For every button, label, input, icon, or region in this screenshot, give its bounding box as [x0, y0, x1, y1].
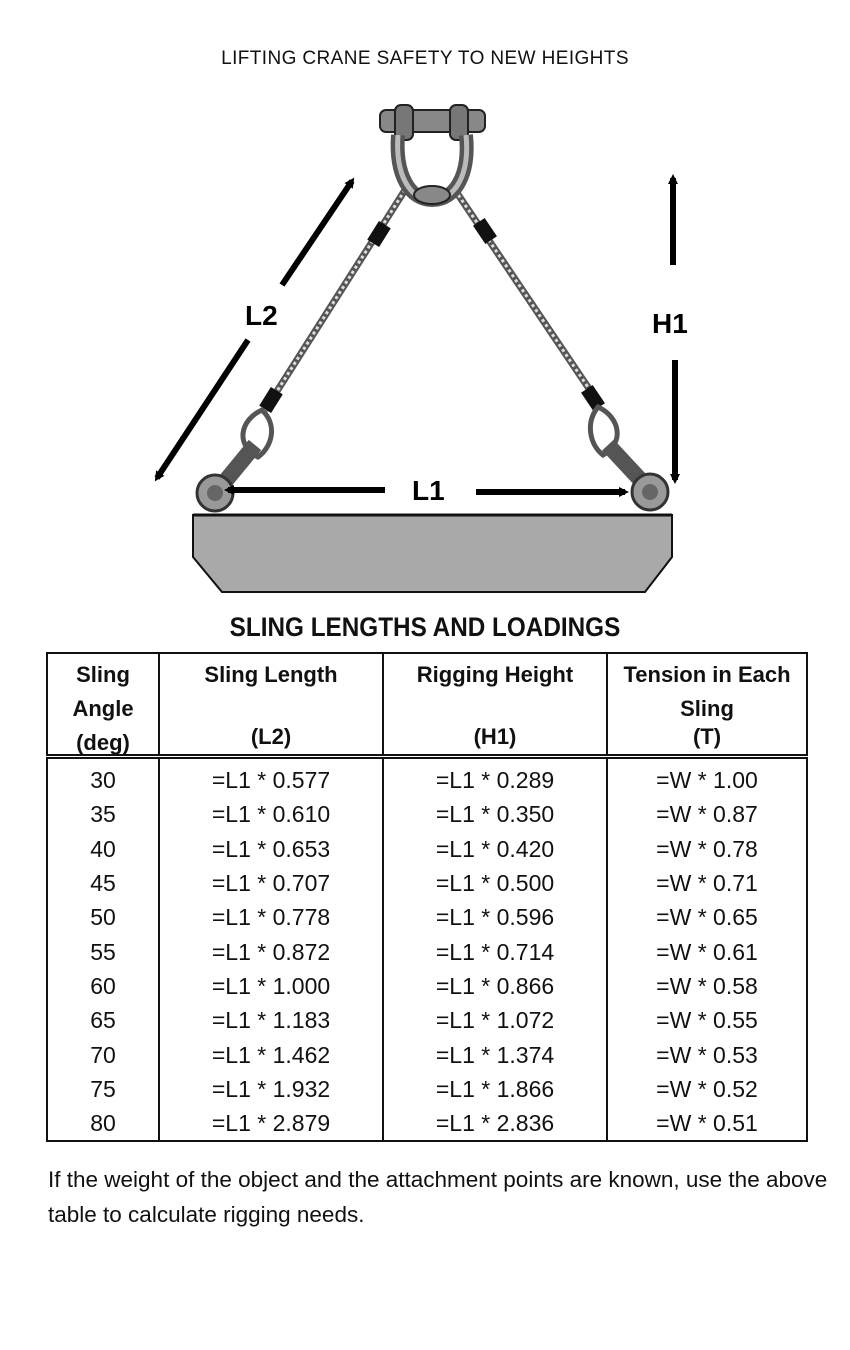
- table-cell: =L1 * 1.374: [383, 1037, 607, 1071]
- table-cell: 55: [47, 934, 159, 968]
- l2-arrow-down: [157, 340, 248, 478]
- table-row: [47, 757, 807, 798]
- col-header-sub: (T): [692, 724, 722, 749]
- table-cell: =L1 * 1.866: [383, 1072, 607, 1106]
- table-cell: =L1 * 0.707: [159, 866, 383, 900]
- table-cell: =L1 * 0.610: [159, 797, 383, 831]
- col-header-line: Sling Length: [204, 662, 338, 687]
- sling-table: [46, 652, 808, 1142]
- footer-note: If the weight of the object and the attachment points are known, use the above table to calculate rigging needs.: [48, 1167, 828, 1227]
- table-row: [47, 969, 807, 1003]
- table-cell: =L1 * 1.072: [383, 1003, 607, 1037]
- col-header-line: Sling: [76, 662, 130, 687]
- shackle-icon: [380, 105, 485, 204]
- table-cell: =L1 * 1.000: [159, 969, 383, 1003]
- col-header-line: Angle: [72, 696, 134, 721]
- table-cell: =W * 0.61: [607, 934, 807, 968]
- table-cell: =W * 0.53: [607, 1037, 807, 1071]
- col-header-line: (deg): [76, 730, 130, 755]
- table-cell: =W * 1.00: [607, 757, 807, 798]
- table-cell: 50: [47, 900, 159, 934]
- table-cell: =W * 0.51: [607, 1106, 807, 1141]
- sling-diagram: [0, 95, 850, 605]
- table-cell: =L1 * 1.183: [159, 1003, 383, 1037]
- page-header: LIFTING CRANE SAFETY TO NEW HEIGHTS: [221, 48, 629, 69]
- table-cell: =L1 * 0.350: [383, 797, 607, 831]
- table-cell: 65: [47, 1003, 159, 1037]
- table-cell: =L1 * 1.932: [159, 1072, 383, 1106]
- table-row: [47, 797, 807, 831]
- table-row: [47, 1072, 807, 1106]
- col-rigging-height: [383, 653, 607, 757]
- table-cell: =L1 * 2.879: [159, 1106, 383, 1141]
- table-cell: =L1 * 0.577: [159, 757, 383, 798]
- table-cell: =L1 * 2.836: [383, 1106, 607, 1141]
- table-row: [47, 900, 807, 934]
- table-cell: =L1 * 0.500: [383, 866, 607, 900]
- table-cell: =W * 0.78: [607, 832, 807, 866]
- col-header-line: Rigging Height: [416, 662, 574, 687]
- table-cell: =W * 0.58: [607, 969, 807, 1003]
- table-header-row: [47, 653, 807, 757]
- table-cell: 30: [47, 757, 159, 798]
- table-cell: 45: [47, 866, 159, 900]
- table-cell: =L1 * 1.462: [159, 1037, 383, 1071]
- table-row: [47, 1003, 807, 1037]
- col-sling-length: [159, 653, 383, 757]
- table-row: [47, 1037, 807, 1071]
- table-row: [47, 866, 807, 900]
- table-cell: =W * 0.71: [607, 866, 807, 900]
- table-cell: 60: [47, 969, 159, 1003]
- table-cell: =L1 * 0.714: [383, 934, 607, 968]
- table-cell: =W * 0.52: [607, 1072, 807, 1106]
- load-block: [193, 515, 672, 592]
- table-row: [47, 934, 807, 968]
- table-cell: 70: [47, 1037, 159, 1071]
- label-l1: L1: [412, 475, 445, 506]
- label-l2: L2: [245, 300, 278, 331]
- table-cell: =L1 * 0.420: [383, 832, 607, 866]
- right-sling: [455, 190, 668, 510]
- col-header-sub: (L2): [250, 724, 292, 749]
- col-header-line: Sling: [680, 696, 734, 721]
- table-cell: 80: [47, 1106, 159, 1141]
- table-cell: =L1 * 0.778: [159, 900, 383, 934]
- table-cell: 40: [47, 832, 159, 866]
- table-title: SLING LENGTHS AND LOADINGS: [229, 612, 621, 642]
- table-cell: =L1 * 0.596: [383, 900, 607, 934]
- col-tension: [607, 653, 807, 757]
- table-cell: =W * 0.65: [607, 900, 807, 934]
- col-header-line: Tension in Each: [623, 662, 791, 687]
- l2-arrow-up: [282, 181, 352, 285]
- label-h1: H1: [652, 308, 688, 339]
- table-row: [47, 1106, 807, 1141]
- table-cell: =W * 0.87: [607, 797, 807, 831]
- table-cell: =W * 0.55: [607, 1003, 807, 1037]
- table-cell: =L1 * 0.653: [159, 832, 383, 866]
- left-sling: [197, 190, 405, 511]
- col-sling-angle: [47, 653, 159, 757]
- table-cell: 35: [47, 797, 159, 831]
- table-cell: =L1 * 0.866: [383, 969, 607, 1003]
- table-row: [47, 832, 807, 866]
- table-cell: =L1 * 0.872: [159, 934, 383, 968]
- col-header-sub: (H1): [473, 724, 517, 749]
- table-cell: =L1 * 0.289: [383, 757, 607, 798]
- table-cell: 75: [47, 1072, 159, 1106]
